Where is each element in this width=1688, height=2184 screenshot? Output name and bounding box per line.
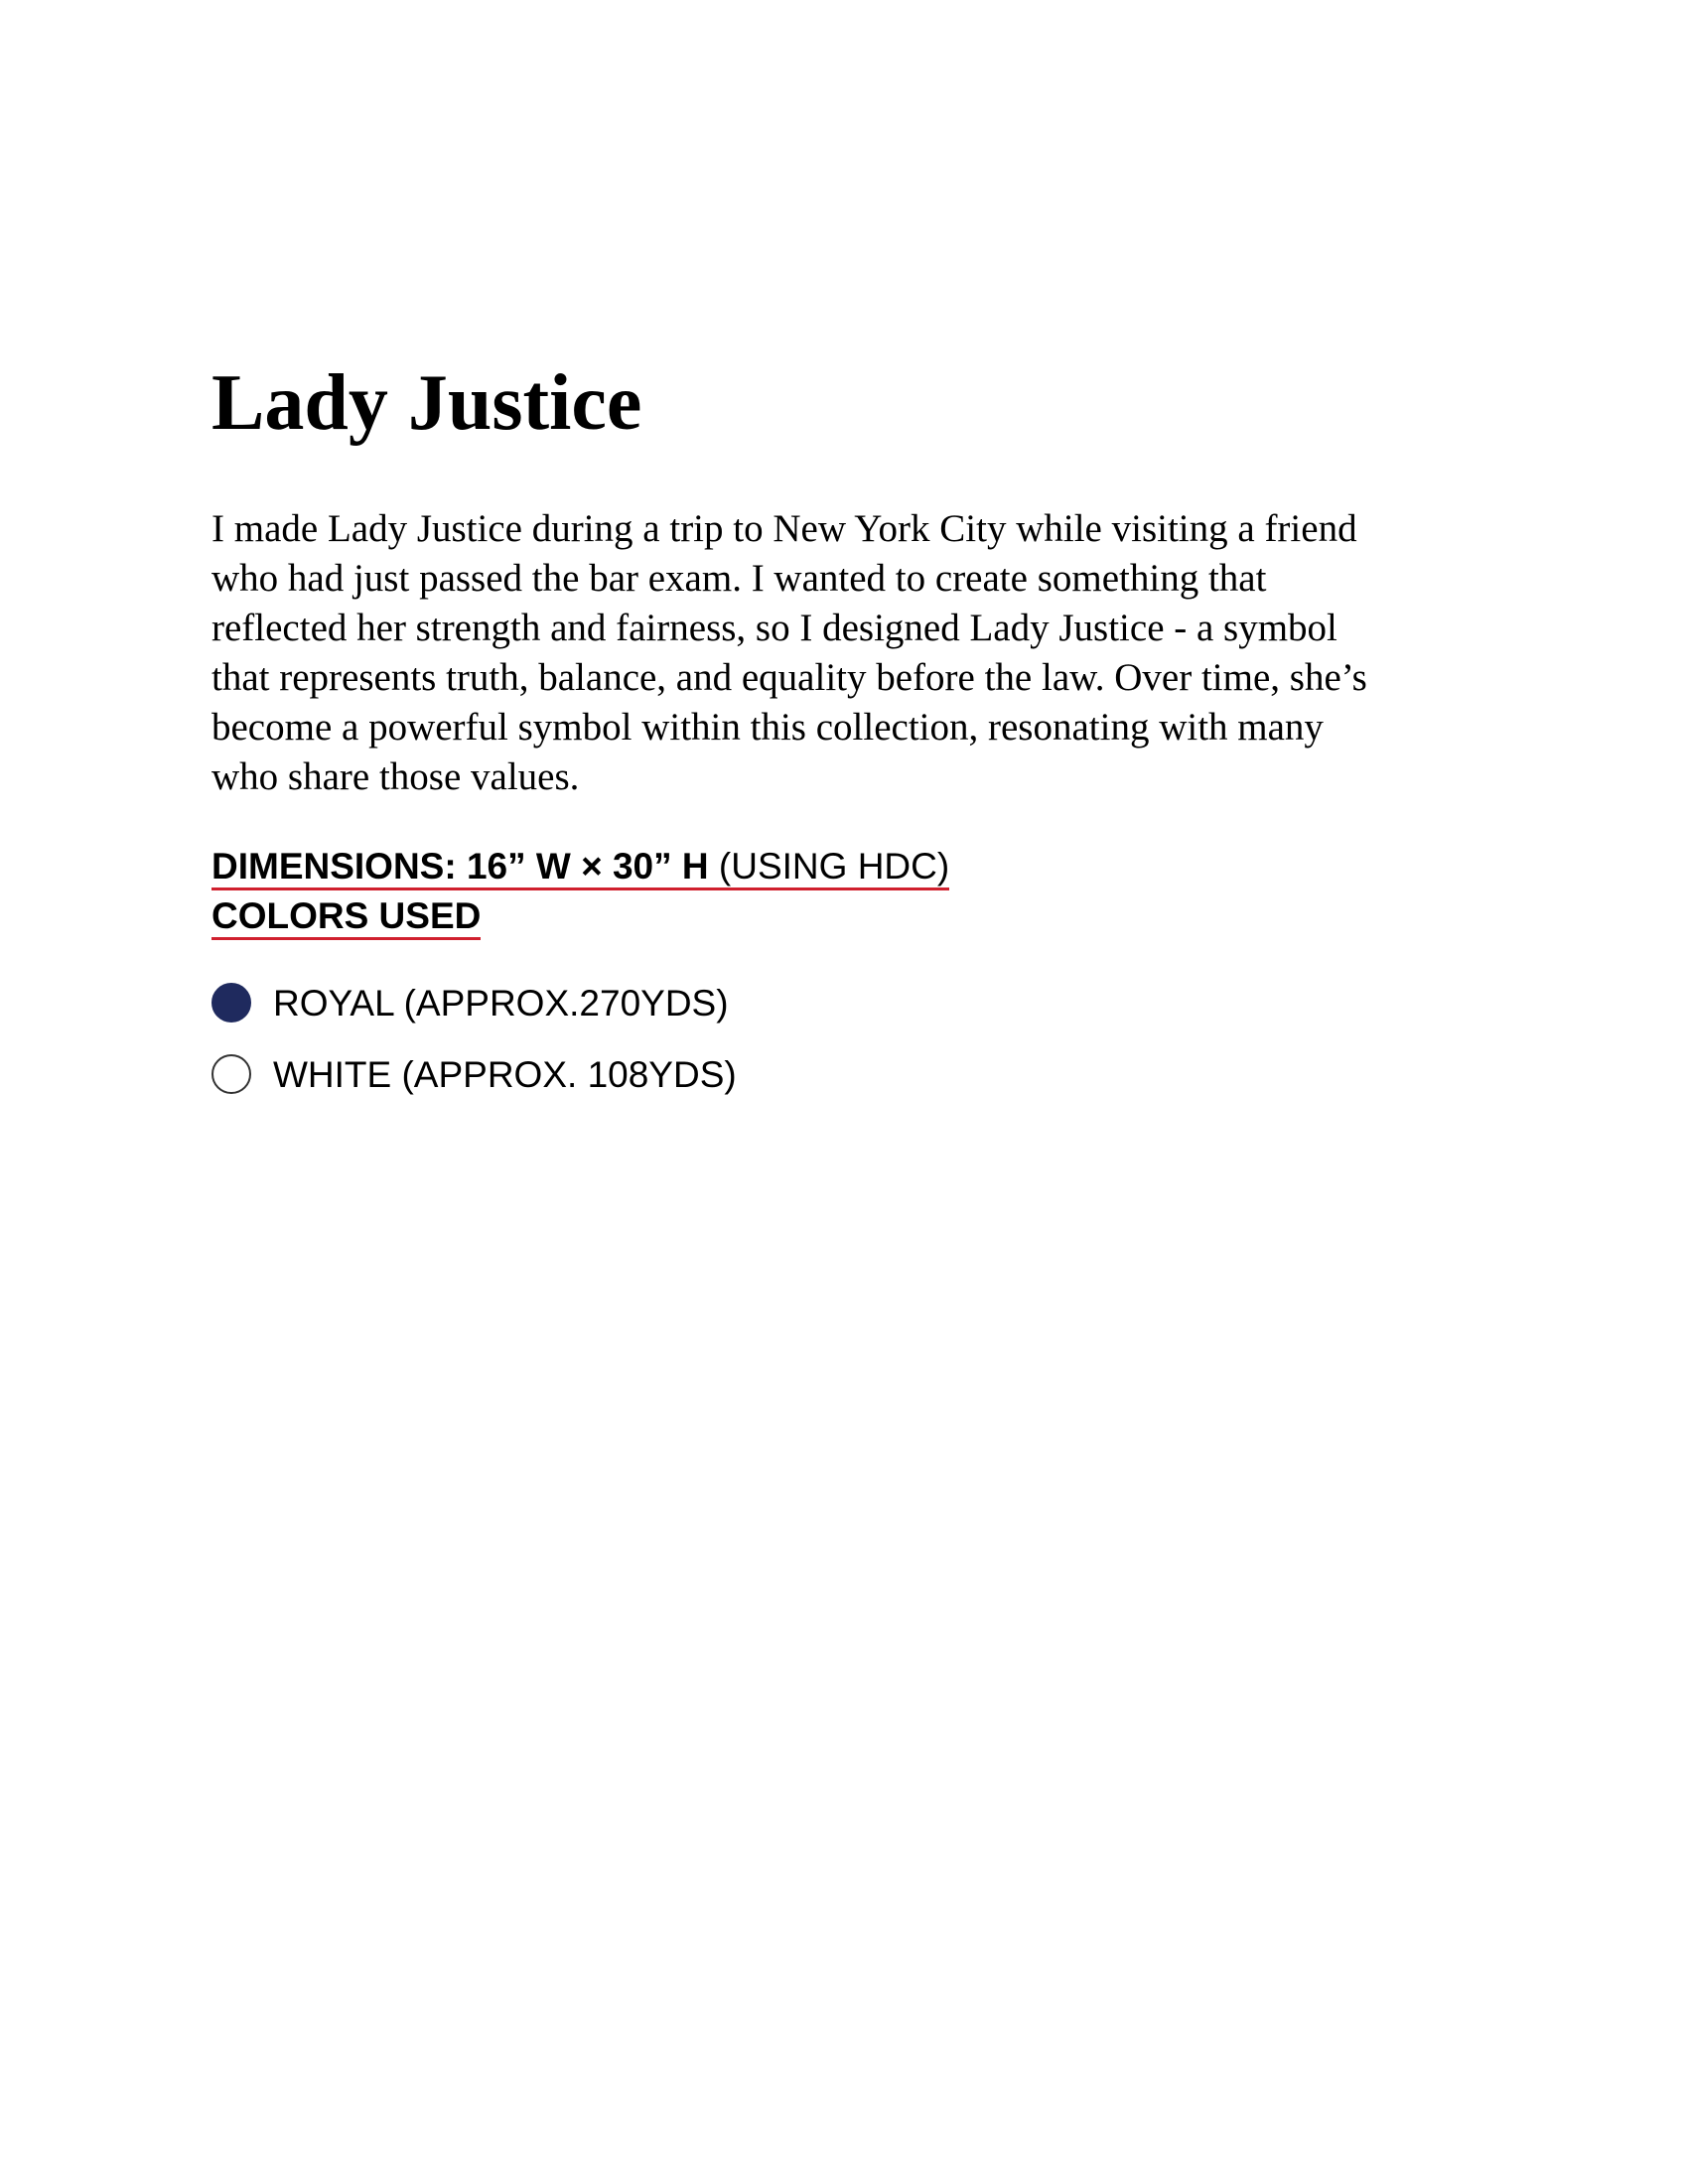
dimensions-note: (USING HDC) [708,846,950,887]
royal-swatch-icon [211,983,251,1023]
description-line: become a powerful symbol within this collection, resonating with many [211,706,1324,749]
page-title: Lady Justice [211,359,642,447]
color-label-royal: ROYAL (APPROX.270YDS) [273,983,729,1024]
description-paragraph [211,504,1502,802]
description-line: reflected her strength and fairness, so I designed Lady Justice - a symbol [211,607,1337,649]
color-label-white: WHITE (APPROX. 108YDS) [273,1054,737,1095]
dimensions-label: DIMENSIONS: 16” W × 30” H [211,846,709,887]
description-line: who had just passed the bar exam. I wanted to create something that [211,557,1267,600]
description-line: that represents truth, balance, and equality before the law. Over time, she’s [211,656,1367,699]
dimensions-heading [211,848,949,890]
description-line: who share those values. [211,755,580,798]
colors-used-heading: COLORS USED [211,897,481,940]
description-line: I made Lady Justice during a trip to New York City while visiting a friend [211,507,1357,550]
white-swatch-icon [211,1054,251,1094]
